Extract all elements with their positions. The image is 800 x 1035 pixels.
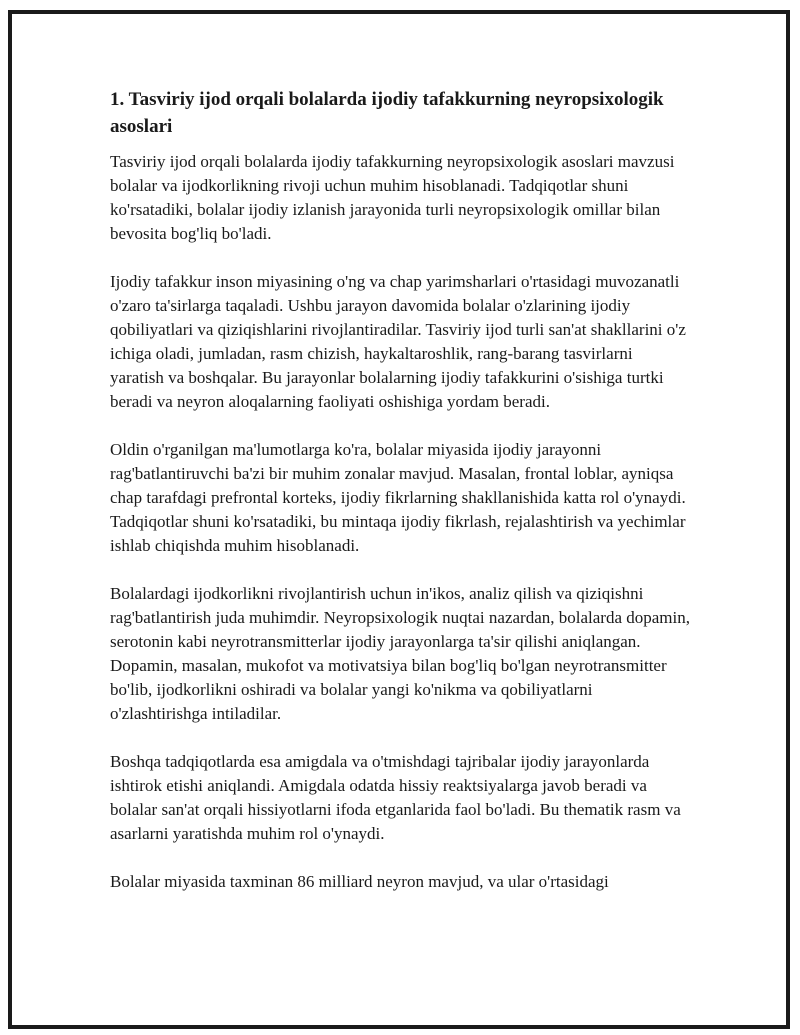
paragraph-2: Ijodiy tafakkur inson miyasining o'ng va chap yarimsharlari o'rtasidagi muvozanatli o'zaro ta'sirlarga taqaladi. Ushbu jarayon davomida bolalar o'zlarining ijodiy qobiliyatlari va qiziqishlarini rivojlantiradilar. Tasviriy ijod turli san'at shakllarini o'z ichiga oladi, jumladan, rasm chizish, haykaltaroshlik, rang-barang tasvirlarni yaratish va boshqalar. Bu jarayonlar bolalarning ijodiy tafakkurini o'sishiga turtki beradi va neyron aloqalarning faoliyati oshishiga yordam beradi. <box>110 272 686 411</box>
document-body <box>110 86 690 918</box>
paragraph-5: Boshqa tadqiqotlarda esa amigdala va o'tmishdagi tajribalar ijodiy jarayonlarda ishtirok etishi aniqlandi. Amigdala odatda hissiy reaktsiyalarga javob beradi va bolalar san'at orqali hissiyotlarni ifoda etganlarida faol bo'ladi. Bu thematik rasm va asarlarni yaratishda muhim rol o'ynaydi. <box>110 752 681 843</box>
paragraph-6: Bolalar miyasida taxminan 86 milliard neyron mavjud, va ular o'rtasidagi <box>110 872 609 891</box>
section-heading: 1. Tasviriy ijod orqali bolalarda ijodiy tafakkurning neyropsixologik asoslari <box>110 89 664 137</box>
paragraph-3: Oldin o'rganilgan ma'lumotlarga ko'ra, bolalar miyasida ijodiy jarayonni rag'batlantiruvchi ba'zi bir muhim zonalar mavjud. Masalan, frontal loblar, ayniqsa chap tarafdagi prefrontal korteks, ijodiy fikrlarning shakllanishida katta rol o'ynaydi. Tadqiqotlar shuni ko'rsatadiki, bu mintaqa ijodiy fikrlash, rejalashtirish va yechimlar ishlab chiqishda muhim hisoblanadi. <box>110 440 686 555</box>
paragraph-4: Bolalardagi ijodkorlikni rivojlantirish uchun in'ikos, analiz qilish va qiziqishni rag'batlantirish juda muhimdir. Neyropsixologik nuqtai nazardan, bolalarda dopamin, serotonin kabi neyrotransmitterlar ijodiy jarayonlarga ta'sir qilishi aniqlangan. Dopamin, masalan, mukofot va motivatsiya bilan bog'liq bo'lgan neyrotransmitter bo'lib, ijodkorlikni oshiradi va bolalar yangi ko'nikma va qobiliyatlarni o'zlashtirishga intiladilar. <box>110 584 690 723</box>
paragraph-1: Tasviriy ijod orqali bolalarda ijodiy tafakkurning neyropsixologik asoslari mavzusi bolalar va ijodkorlikning rivoji uchun muhim hisoblanadi. Tadqiqotlar shuni ko'rsatadiki, bolalar ijodiy izlanish jarayonida turli neyropsixologik omillar bilan bevosita bog'liq bo'ladi. <box>110 152 675 243</box>
